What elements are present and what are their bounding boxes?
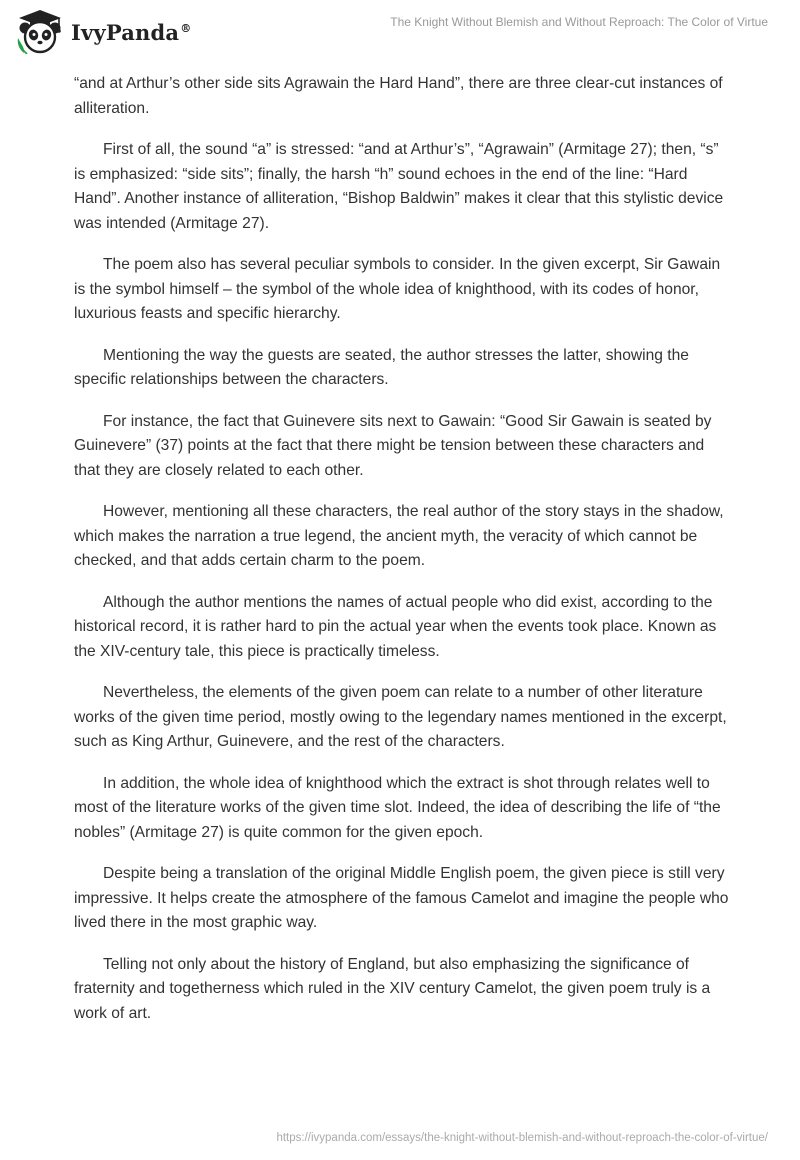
paragraph: Despite being a translation of the original Middle English poem, the given piece is still very impressive. It helps create the atmosphere of the famous Camelot and imagine the people who lived there in the most graphic way. [74, 865, 729, 931]
source-url-link[interactable]: https://ivypanda.com/essays/the-knight-without-blemish-and-without-reproach-the-color-of-virtue/ [276, 1132, 768, 1144]
essay-body [74, 72, 734, 1043]
paragraph: Nevertheless, the elements of the given poem can relate to a number of other literature works of the given time period, mostly owing to the legendary names mentioned in the excerpt, such as King Arthur, Guinevere, and the rest of the characters. [74, 684, 727, 750]
paragraph: Telling not only about the history of England, but also emphasizing the significance of fraternity and togetherness which ruled in the XIV century Camelot, the given poem truly is a work of art. [74, 955, 711, 1022]
paragraph: Mentioning the way the guests are seated, the author stresses the latter, showing the specific relationships between the characters. [74, 346, 689, 388]
brand-name: IvyPanda® [71, 19, 192, 45]
document-title: The Knight Without Blemish and Without Reproach: The Color of Virtue [390, 15, 768, 29]
paragraph: The poem also has several peculiar symbols to consider. In the given excerpt, Sir Gawain is the symbol himself – the symbol of the whole idea of knighthood, with its codes of honor, luxurious feasts and specific hierarchy. [74, 256, 721, 322]
panda-graduation-cap-icon [15, 8, 65, 54]
page-header [0, 0, 800, 62]
paragraph: First of all, the sound “a” is stressed: “and at Arthur’s”, “Agrawain” (Armitage 27); then, “s” is emphasized: “side sits”; finally, the harsh “h” sound echoes in the end of the line: “Hard Hand”. Another instance of alliteration, “Bishop Baldwin” makes it clear that this stylistic device was intended (Armitage 27). [74, 141, 724, 232]
ivypanda-logo[interactable] [15, 8, 191, 54]
paragraph: However, mentioning all these characters, the real author of the story stays in the shadow, which makes the narration a true legend, the ancient myth, the veracity of which cannot be checked, and that adds certain charm to the poem. [74, 503, 724, 569]
paragraph: For instance, the fact that Guinevere sits next to Gawain: “Good Sir Gawain is seated by Guinevere” (37) points at the fact that there might be tension between these characters and that they are closely related to each other. [74, 412, 712, 479]
paragraph: Although the author mentions the names of actual people who did exist, according to the historical record, it is rather hard to pin the actual year when the events took place. Known as the XIV-century tale, this piece is practically timeless. [74, 593, 717, 660]
paragraph: “and at Arthur’s other side sits Agrawain the Hard Hand”, there are three clear-cut instances of alliteration. [74, 75, 723, 117]
paragraph: In addition, the whole idea of knighthood which the extract is shot through relates well to most of the literature works of the given time slot. Indeed, the idea of describing the life of “the nobles” (Armitage 27) is quite common for the given epoch. [74, 774, 721, 841]
